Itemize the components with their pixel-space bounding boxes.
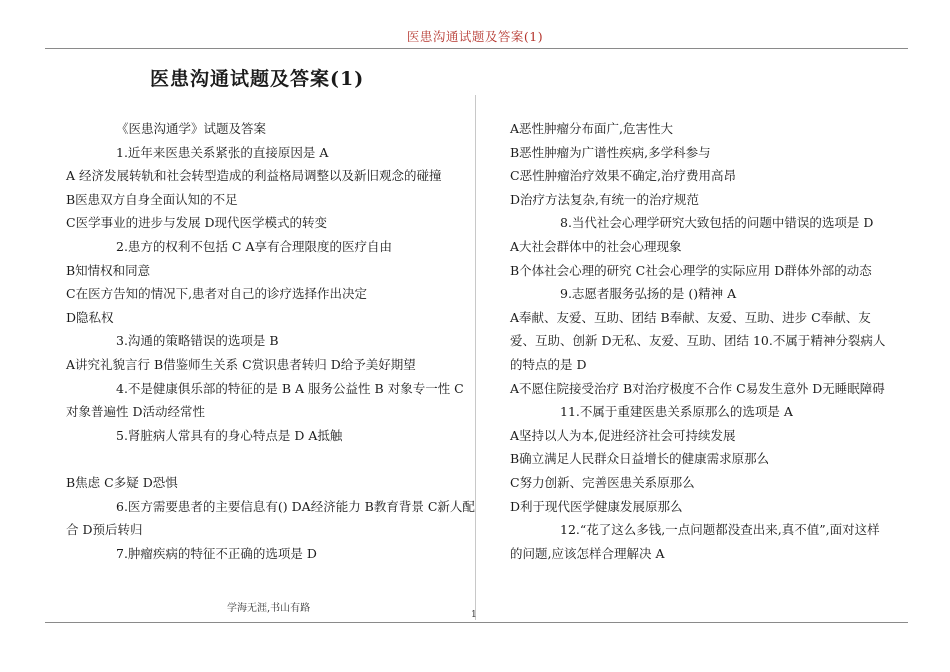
answer-option: C恶性肿瘤治疗效果不确定,治疗费用高昂 <box>510 168 737 184</box>
footer-motto: 学海无涯,书山有路 <box>227 603 311 614</box>
page-number: 1 <box>471 610 477 620</box>
answer-option: B医患双方自身全面认知的不足 <box>66 191 238 207</box>
question: 9.志愿者服务弘扬的是 ()精神 A <box>560 286 737 302</box>
answer-option: B确立满足人民群众日益增长的健康需求原那么 <box>510 451 770 467</box>
answer-option: D隐私权 <box>66 309 114 325</box>
running-header: 医患沟通试题及答案(1) <box>406 29 544 44</box>
question: 8.当代社会心理学研究大致包括的问题中错误的选项是 D <box>560 215 874 231</box>
question: 11.不属于重建医患关系原那么的选项是 A <box>560 404 793 420</box>
answer-option: D利于现代医学健康发展原那么 <box>510 498 683 514</box>
question: 6.医方需要患者的主要信息有() DA经济能力 B教育背景 C新人配合 D预后转归 <box>66 498 475 538</box>
answer-option: C努力创新、完善医患关系原那么 <box>510 474 695 490</box>
answer-option: C医学事业的进步与发展 D现代医学模式的转变 <box>66 215 328 231</box>
left-column <box>66 117 476 565</box>
right-column <box>510 117 886 565</box>
question: 2.患方的权利不包括 C A享有合理限度的医疗自由 <box>116 238 392 254</box>
document-title: 医患沟通试题及答案(1) <box>150 68 365 90</box>
answer-option: B个体社会心理的研究 C社会心理学的实际应用 D群体外部的动态 <box>510 262 872 278</box>
answer-option: B恶性肿瘤为广谱性疾病,多学科参与 <box>510 144 711 160</box>
answer-option: A 经济发展转轨和社会转型造成的利益格局调整以及新旧观念的碰撞 <box>66 168 442 184</box>
answer-option: C在医方告知的情况下,患者对自己的诊疗选择作出决定 <box>66 286 368 302</box>
question: 1.近年来医患关系紧张的直接原因是 A <box>116 144 329 160</box>
question: 7.肿瘤疾病的特征不正确的选项是 D <box>116 545 317 561</box>
column-divider <box>475 95 476 620</box>
answer-option: A大社会群体中的社会心理现象 <box>510 238 682 254</box>
answer-option: A坚持以人为本,促进经济社会可持续发展 <box>510 427 736 443</box>
answer-option: A不愿住院接受治疗 B对治疗极度不合作 C易发生意外 D无睡眠障碍 <box>510 380 885 396</box>
answer-option: B知情权和同意 <box>66 262 151 278</box>
answer-option: A奉献、友爱、互助、团结 B奉献、友爱、互助、进步 C奉献、友爱、互助、创新 D无私、友爱、互助、团结 10.不属于精神分裂病人的特点的是 D <box>510 309 886 372</box>
paragraph: 《医患沟通学》试题及答案 <box>116 121 267 136</box>
question: 4.不是健康俱乐部的特征的是 B A 服务公益性 B 对象专一性 C对象普遍性 D活动经常性 <box>66 380 464 420</box>
answer-option: B焦虑 C多疑 D恐惧 <box>66 474 178 490</box>
answer-option: A恶性肿瘤分布面广,危害性大 <box>510 121 674 136</box>
blank-line <box>66 447 476 471</box>
question: 3.沟通的策略错误的选项是 B <box>116 333 279 349</box>
question: 5.肾脏病人常具有的身心特点是 D A抵触 <box>116 427 343 443</box>
footer-rule <box>45 622 908 623</box>
question: 12.“花了这么多钱,一点问题都没查出来,真不值”,面对这样的问题,应该怎样合理解决 A <box>510 522 880 561</box>
header-rule <box>45 48 908 49</box>
answer-option: D治疗方法复杂,有统一的治疗规范 <box>510 191 699 207</box>
answer-option: A讲究礼貌言行 B借鉴师生关系 C赏识患者转归 D给予美好期望 <box>66 356 416 372</box>
